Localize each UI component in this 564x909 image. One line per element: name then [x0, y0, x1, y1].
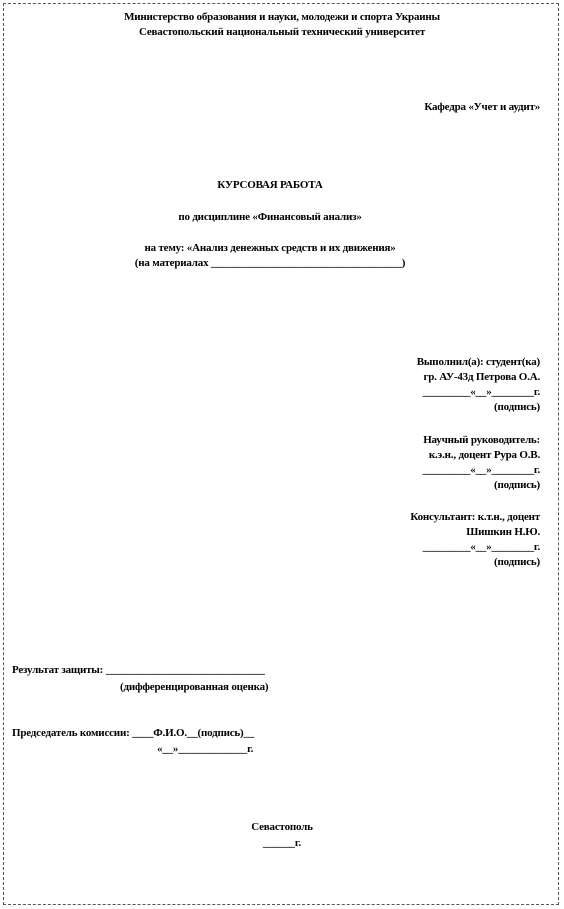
consultant-role: Консультант: к.т.н., доцент — [410, 511, 540, 523]
performer-role: Выполнил(а): студент(ка) — [416, 356, 540, 368]
supervisor-role: Научный руководитель: — [423, 434, 540, 446]
supervisor-name: к.э.н., доцент Рура О.В. — [428, 449, 540, 461]
materials-line: (на материалах ____________________________________) — [134, 257, 406, 269]
commission-date-line: «__»_____________г. — [157, 743, 254, 755]
supervisor-date-line: _________«__»________г. — [422, 464, 540, 476]
performer-name: гр. АУ-43д Петрова О.А. — [423, 371, 540, 383]
topic-line: на тему: «Анализ денежных средств и их движения» — [144, 242, 396, 254]
year-line: ______г. — [263, 837, 301, 849]
city-label: Севастополь — [251, 821, 313, 833]
consultant-signature: (подпись) — [494, 556, 540, 568]
consultant-date-line: _________«__»________г. — [422, 541, 540, 553]
performer-date-line: _________«__»________г. — [422, 386, 540, 398]
performer-signature: (подпись) — [494, 401, 540, 413]
discipline-line: по дисциплине «Финансовый анализ» — [178, 211, 362, 223]
defense-result-line: Результат защиты: ______________________________ — [12, 664, 265, 676]
ministry-heading: Министерство образования и науки, молодежи и спорта Украины — [124, 11, 440, 23]
performer-block — [417, 355, 540, 415]
supervisor-block — [423, 433, 540, 493]
work-type-title: КУРСОВАЯ РАБОТА — [217, 179, 323, 191]
commission-chair-line: Председатель комиссии: ____Ф.И.О.__(подпись)__ — [12, 727, 255, 739]
consultant-name: Шишкин Н.Ю. — [466, 526, 540, 538]
university-heading: Севастопольский национальный технический университет — [138, 26, 426, 38]
consultant-block — [410, 510, 540, 570]
department-label: Кафедра «Учет и аудит» — [424, 101, 540, 113]
supervisor-signature: (подпись) — [494, 479, 540, 491]
defense-result-note: (дифференцированная оценка) — [120, 681, 269, 693]
